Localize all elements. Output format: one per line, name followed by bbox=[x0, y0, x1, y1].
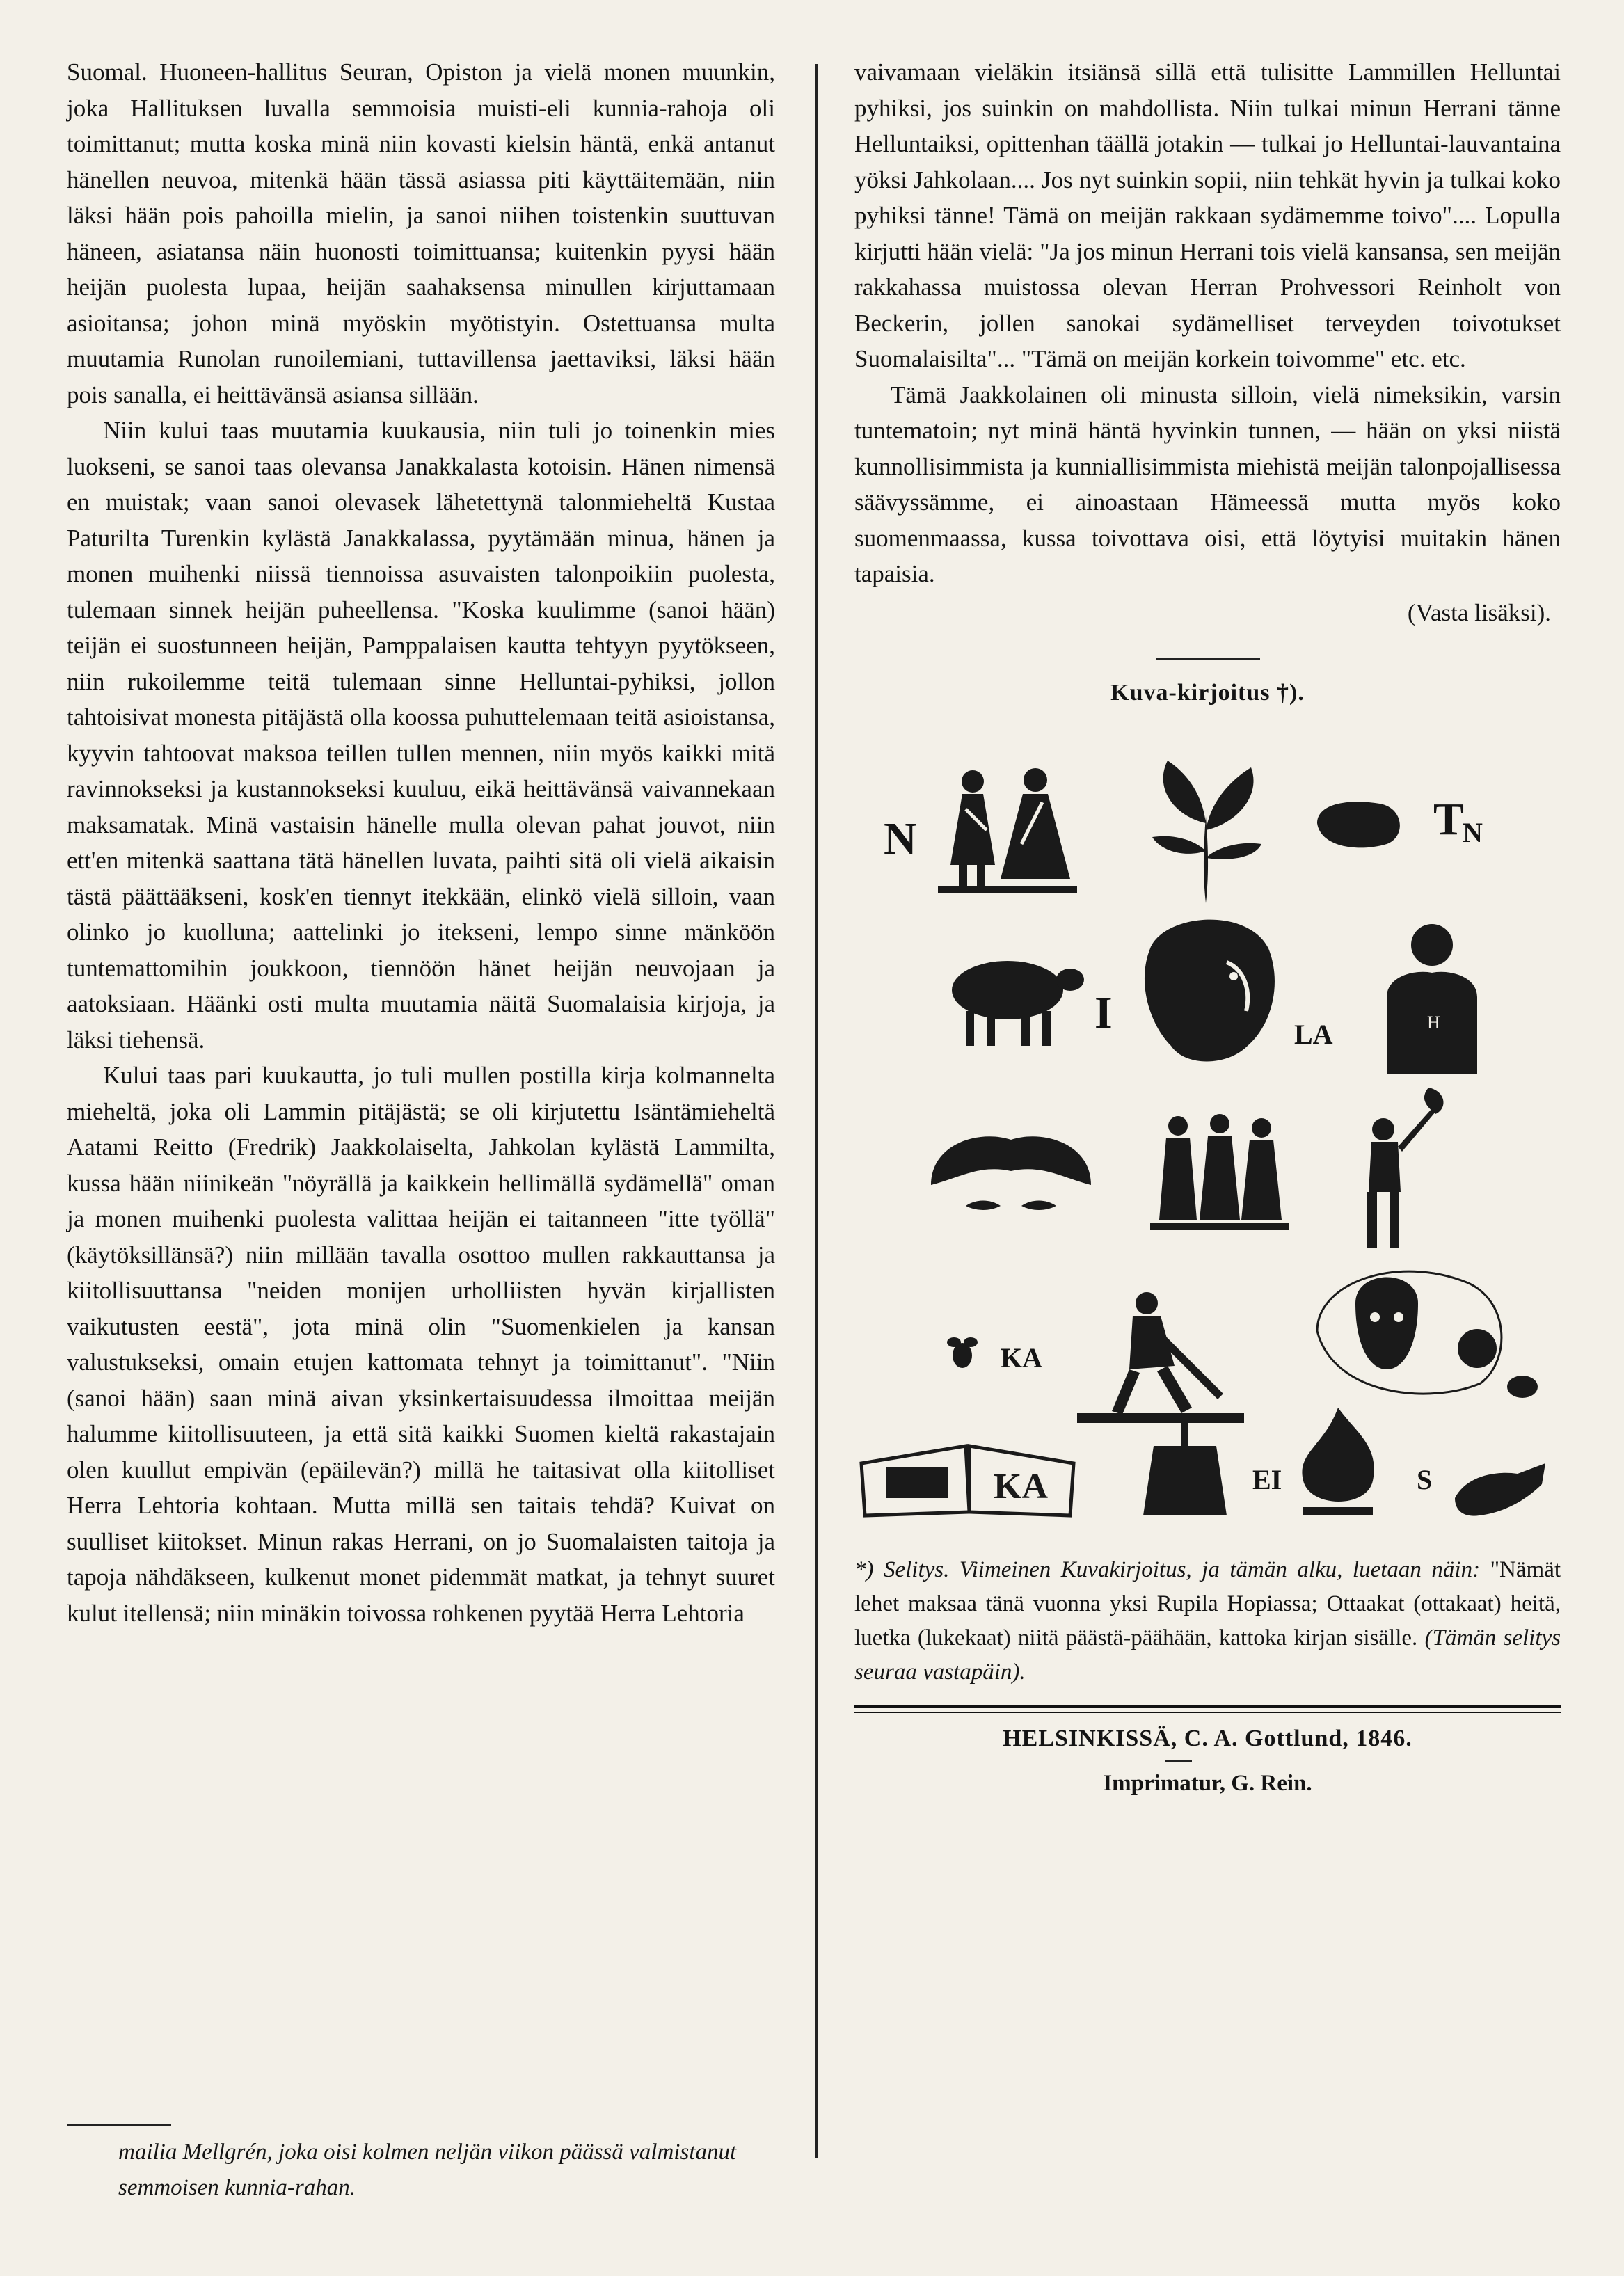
rebus-letter-h: H bbox=[1427, 1012, 1440, 1033]
left-column bbox=[67, 54, 775, 1631]
rebus-letter-n: N bbox=[884, 813, 917, 864]
left-paragraph-2: Niin kului taas muutamia kuukausia, niin tuli jo toinenkin mies luokseni, se sanoi taas olevansa Janakkalasta kotoisin. Hänen nimensä en muistak; vaan sanoi olevasek lähetettynä talonmieheltä Kustaa Paturilta Turenkin kylästä Janakkalassa, pyytämään minua, hänen ja monen muihenki niissä tiennoissa asuvaisten talonpoikiin puolesta, tulemaan sinnek heijän puheellensa. "Koska kuulimme (sanoi hään) teijän ei suostunneen heijän, Pamppalaisen kautta tehtyyn pyytökseen, niin rukoilemme teitä tulemaan sinne Helluntai-pyhiksi, jollon tahtoisivat monesta pitäjästä olla koossa puhuttelemaan teitä asioistansa, kyyvin tahtoovat maksoa teillen tullen mennen, niin myös kaikki mitä ravinnokseksi ja kustannokseksi kuuluu, eikä heittävänsä vaivannekaan maksamatak. Minä vastaisin hänelle mulla olevan pahat jouvot, niin ett'en mitenkä saattana tätä hänellen luvata, paihti sitä oli vielä aikaisin tästä päättääkseni, kosk'en tiennyt itekkään, elinkö vielä silloin, vaan olinko jo kuolluna; aattelinki jo itekseni, lempo sinne mänköön tuntemattomihin joukkoon, tiennöön hänet heijän neuvojaan ja aatoksiaan. Häänki osti multa muutamia näitä Suomalaisia kirjoja, ja läksi tiehensä. bbox=[67, 417, 775, 1053]
footnote-end: (Tämän selitys seuraa vastapäin). bbox=[854, 1625, 1561, 1685]
two-women-talking-icon bbox=[931, 761, 1084, 900]
man-with-torch-icon bbox=[1331, 1081, 1449, 1262]
rebus-letter-ei: EI bbox=[1252, 1464, 1282, 1495]
whetstone-icon bbox=[1310, 795, 1408, 851]
woman-bust-icon bbox=[1373, 914, 1491, 1081]
rebus-title: Kuva-kirjoitus †). bbox=[1110, 680, 1305, 706]
fire-icon bbox=[1289, 1404, 1387, 1522]
imprint-rule bbox=[1165, 1760, 1192, 1762]
section-rule bbox=[1156, 658, 1260, 660]
left-footnote: mailia Mellgrén, joka oisi kolmen neljän viikon päässä valmistanut semmoisen kunnia-rahan. bbox=[118, 2140, 737, 2200]
rebus-letter-la: LA bbox=[1294, 1019, 1333, 1050]
bee-icon bbox=[941, 1331, 983, 1373]
sheep-icon bbox=[938, 948, 1084, 1053]
open-book-icon bbox=[858, 1442, 1081, 1519]
column-divider bbox=[815, 64, 818, 2158]
footnote-label: *) Selitys. bbox=[854, 1557, 950, 1582]
footnote-intro: Viimeinen Kuvakirjoitus, ja tämän alku, luetaan näin: bbox=[959, 1557, 1481, 1582]
book-letters-ka: KA bbox=[994, 1467, 1048, 1506]
rebus-letter-n-small: N bbox=[1463, 817, 1483, 848]
rebus-explanation-footnote bbox=[854, 1553, 1561, 1689]
hand-icon bbox=[1451, 1442, 1549, 1526]
right-column bbox=[854, 54, 1561, 1797]
imprimatur-line: Imprimatur, G. Rein. bbox=[1103, 1771, 1312, 1796]
signature: (Vasta lisäksi). bbox=[1407, 598, 1551, 626]
footnote-text: "Nämät lehet maksaa tänä vuonna yksi Rupila Hopiassa; Ottaakat (ottakaat) heitä, luetka (lukekaat) niitä päästä-päähään, kattoka kirjan sisälle. bbox=[854, 1557, 1561, 1650]
left-paragraph-1: Suomal. Huoneen-hallitus Seuran, Opiston ja vielä monen muunkin, joka Hallituksen luvalla semmoisia muisti-eli kunnia-rahoja oli toimittanut; mutta koska minä niin kovasti kielsin häntä, enkä antanut hänellen neuvoa, mitenkä hään tässä asiassa piti käyttäitemään, niin läksi hään pois pahoilla mielin, ja sanoi niihen toistenkin suuttuvan häneen, asiatansa näin huonosti toimittuansa; kuitenkin pyysi hään heijän puolesta lupaa, heijän saahaksensa minullen kirjuttamaan asioitansa; johon minä myöskin myötistyin. Ostettuansa multa muutamia Runolan runoilemiani, tuttavillensa jaettaviksi, läksi hään pois sanalla, ei heittävänsä asiansa sillään. bbox=[67, 58, 775, 408]
imprint-line: HELSINKISSÄ, C. A. Gottlund, 1846. bbox=[1003, 1726, 1412, 1751]
rebus-letter-t: T bbox=[1433, 794, 1465, 845]
turnip-plant-icon bbox=[1147, 747, 1265, 907]
three-children-icon bbox=[1147, 1108, 1293, 1241]
left-paragraph-3: Kului taas pari kuukautta, jo tuli mullen postilla kirja kolmannelta mieheltä, joka oli Lammin pitäjästä; se oli kirjutettu Isäntämieheltä Aatami Reitto (Fredrik) Jaakkolaiselta, Jahkolan kylästä Lammilta, kussa hään niinikeän "nöyrällä ja kaikkein hellimällä sydämellä" oman ja monen muihenki puolesta valittaa heijän ei taitanneen "itte työllä" (käytöksillänsä?) niin millään tavalla osottoo mullen rakkauttansa ja kiitollisuuttansa "neiden monijen urholliisten hyvän kirjallisten vaikutusten eestä", jota minä olin "Suomenkielen ja kansan valustukseksi, omain etujen kattomata tehnyt ja toimittanut". "Niin (sanoi hään) saan minä aivan yksinkertaisuudessa ilmoittaa meijän halumme kiitollisuuteen, ja että sitä kaikki Suomen kieltä rakastajain olen kuullut empivän (epäilevän?) millä he taitasivat olla kiitolliset Herra Lehtoria kohtaan. Mutta millä sen taitais tehdä? Kuivat on suulliset kiitokset. Minun rakas Herrani, on jo Suomalaisten taitoja ja tapoja nähdäkseen, kulkenut monet pidemmät matkat, ja tehnyt suuret kulut itellensä; niin minäkin toivossa rohkenen pyytää Herra Lehtoria bbox=[67, 1062, 775, 1627]
rebus-letter-s: S bbox=[1417, 1464, 1433, 1495]
left-footnote-rule bbox=[67, 2124, 171, 2126]
bearded-man-head-icon bbox=[1122, 907, 1289, 1074]
dot-icon bbox=[1505, 1373, 1540, 1401]
hair-and-eyes-icon bbox=[924, 1122, 1098, 1227]
man-digging-icon bbox=[1063, 1282, 1251, 1429]
imprint-rules bbox=[854, 1705, 1561, 1713]
broom-icon bbox=[1140, 1418, 1230, 1522]
two-faces-icon bbox=[1314, 1255, 1515, 1401]
right-paragraph-1: vaivamaan vieläkin itsiänsä sillä että tulisitte Lammillen Helluntai pyhiksi, jos suinkin on mahdollista. Niin tulkai minun Herrani tänne Helluntaiksi, opittenhan täällä jotakin — tulkai jo Helluntai-lauvantaina yöksi Jahkolaan.... Jos nyt suinkin sopii, niin tehkät hyvin ja tulkai koko pyhiksi tänne! Tämä on meijän rakkaan sydämemme toivo".... Lopulla kirjutti hään vielä: "Ja jos minun Herrani tois vielä kansansa, sen meijän rakkahassa muistossa olevan Herran Prohvessori Reinholt von Beckerin, jollen sanokai sydämelliset terveyden toivotukset Suomalaisilta"... "Tämä on meijän korkein toivomme" etc. etc. bbox=[854, 58, 1561, 372]
rebus-picture-puzzle bbox=[854, 719, 1561, 1522]
rebus-letter-ka: KA bbox=[1001, 1342, 1042, 1374]
right-paragraph-2: Tämä Jaakkolainen oli minusta silloin, vielä nimeksikin, varsin tuntematoin; nyt minä häntä hyvinkin tunnen, — hään on yksi niistä kunnollisimmista ja kunniallisimmista miehistä meijän talonpojallisessa säävyssämme, ei ainoastaan Hämeessä mutta myös koko suomenmaassa, kussa toivottava oisi, että löytyisi muitakin hänen tapaisia. bbox=[854, 381, 1561, 587]
rebus-letter-i: I bbox=[1094, 987, 1113, 1038]
